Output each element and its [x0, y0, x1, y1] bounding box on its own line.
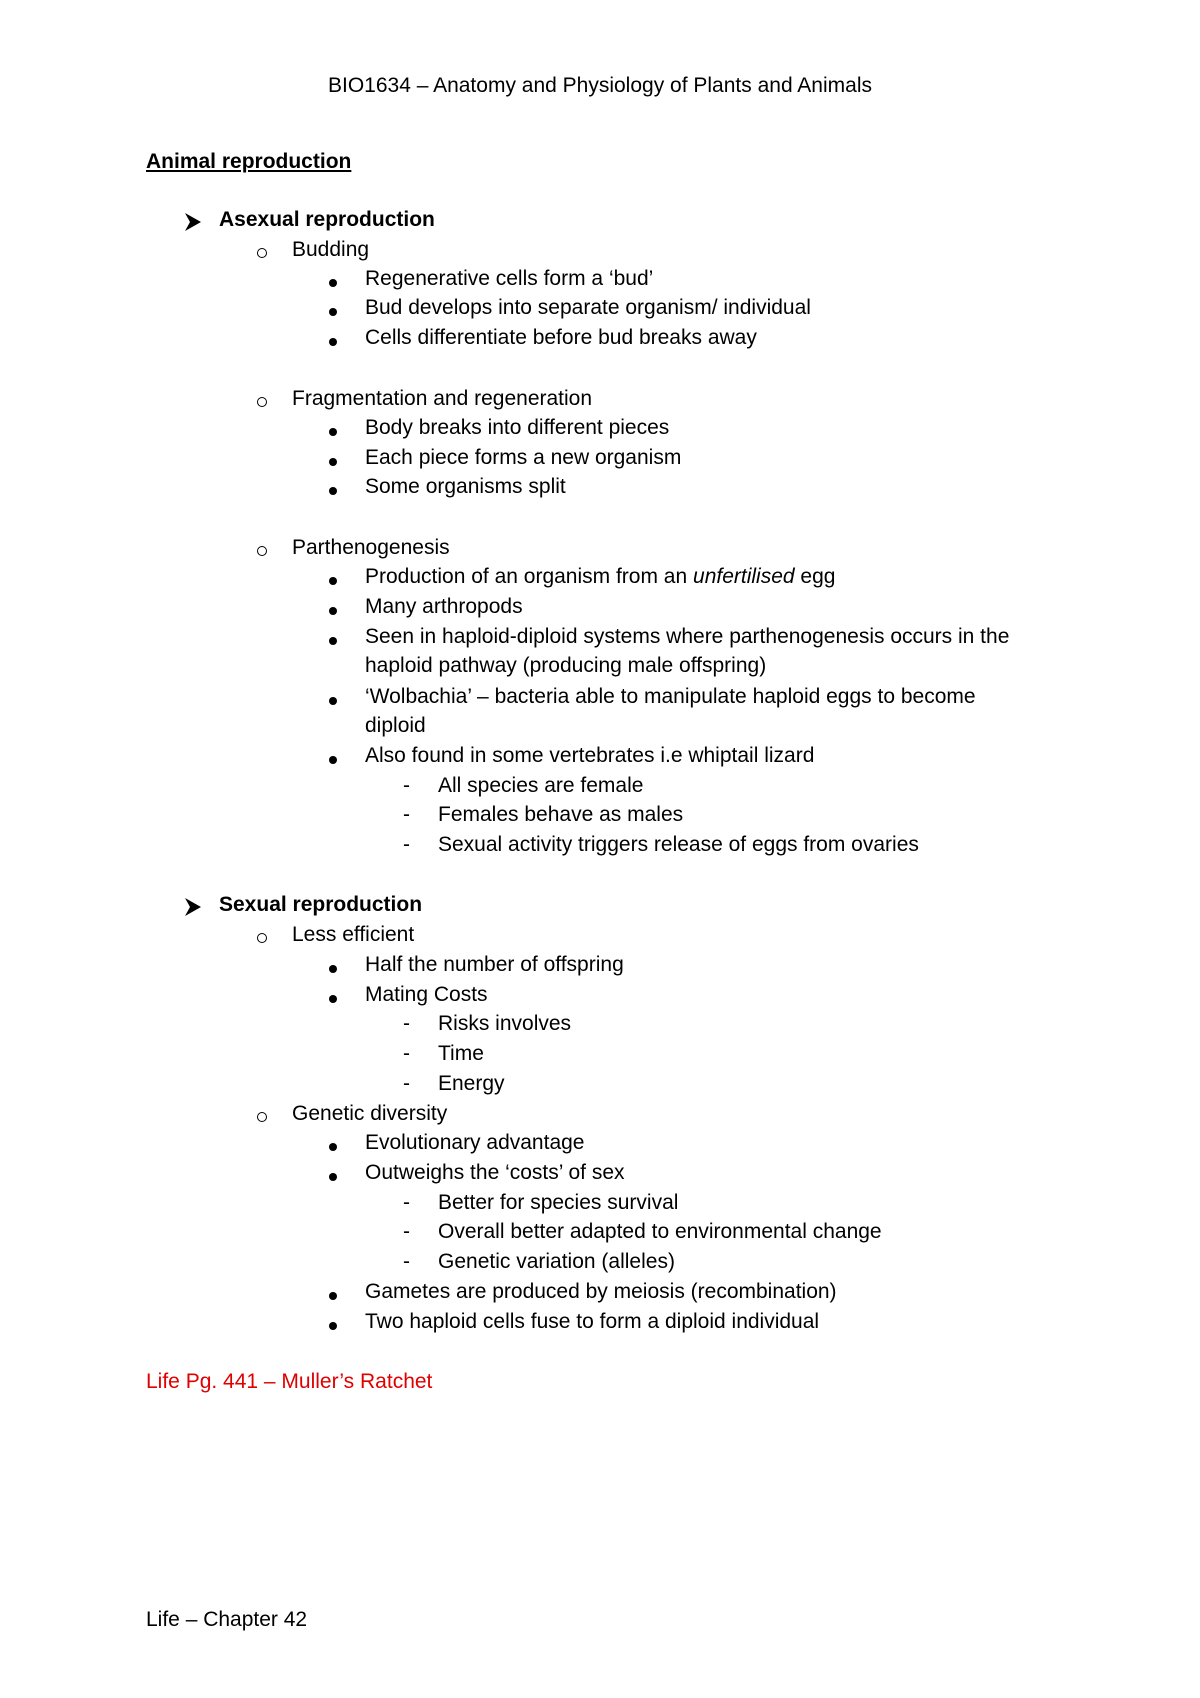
- dot-bullet-icon: [329, 626, 337, 652]
- dot-bullet-icon: [329, 1162, 337, 1188]
- list-item-continuation: diploid: [365, 714, 426, 737]
- list-item: Seen in haploid-diploid systems where parthenogenesis occurs in the: [365, 625, 1010, 648]
- list-item: Evolutionary advantage: [365, 1131, 585, 1154]
- list-item: Two haploid cells fuse to form a diploid individual: [365, 1310, 820, 1333]
- dash-bullet-icon: -: [403, 833, 410, 856]
- sub-list-item: Females behave as males: [438, 803, 684, 826]
- sexual-heading: Sexual reproduction: [219, 893, 423, 916]
- section-title: Animal reproduction: [146, 150, 352, 173]
- circle-bullet-icon: [257, 537, 267, 563]
- list-item: Each piece forms a new organism: [365, 446, 682, 469]
- list-item: Regenerative cells form a ‘bud’: [365, 267, 654, 290]
- dash-bullet-icon: -: [403, 1250, 410, 1273]
- dot-bullet-icon: [329, 984, 337, 1010]
- page-header: BIO1634 – Anatomy and Physiology of Plants and Animals: [327, 74, 872, 97]
- list-item: Half the number of offspring: [365, 953, 624, 976]
- list-item: Many arthropods: [365, 595, 523, 618]
- item-text: egg: [794, 565, 836, 588]
- dot-bullet-icon: [329, 596, 337, 622]
- dot-bullet-icon: [329, 447, 337, 473]
- dot-bullet-icon: [329, 954, 337, 980]
- dot-bullet-icon: [329, 417, 337, 443]
- sub-list-item: Better for species survival: [438, 1191, 679, 1214]
- list-item: Mating Costs: [365, 983, 488, 1006]
- sub-list-item: Overall better adapted to environmental change: [438, 1220, 882, 1243]
- arrow-bullet-icon: [184, 897, 202, 917]
- genetic-diversity-label: Genetic diversity: [292, 1102, 448, 1125]
- dot-bullet-icon: [329, 268, 337, 294]
- parthenogenesis-label: Parthenogenesis: [292, 536, 450, 559]
- circle-bullet-icon: [257, 388, 267, 414]
- item-emphasis: unfertilised: [693, 565, 795, 588]
- dot-bullet-icon: [329, 1281, 337, 1307]
- list-item: [365, 564, 835, 590]
- arrow-bullet-icon: [184, 212, 202, 232]
- budding-label: Budding: [292, 238, 370, 261]
- list-item: Gametes are produced by meiosis (recombination): [365, 1280, 837, 1303]
- dot-bullet-icon: [329, 1311, 337, 1337]
- list-item: Bud develops into separate organism/ individual: [365, 296, 811, 319]
- dash-bullet-icon: -: [403, 1220, 410, 1243]
- dot-bullet-icon: [329, 686, 337, 712]
- dot-bullet-icon: [329, 566, 337, 592]
- item-text: Production of an organism from an: [365, 565, 694, 588]
- sub-list-item: All species are female: [438, 774, 644, 797]
- list-item: Outweighs the ‘costs’ of sex: [365, 1161, 625, 1184]
- list-item: ‘Wolbachia’ – bacteria able to manipulate haploid eggs to become: [365, 685, 976, 708]
- less-efficient-label: Less efficient: [292, 923, 415, 946]
- sub-list-item: Risks involves: [438, 1012, 572, 1035]
- dash-bullet-icon: -: [403, 1191, 410, 1214]
- list-item: Cells differentiate before bud breaks away: [365, 326, 757, 349]
- reference-note: Life Pg. 441 – Muller’s Ratchet: [146, 1370, 433, 1393]
- dash-bullet-icon: -: [403, 774, 410, 797]
- dash-bullet-icon: -: [403, 1042, 410, 1065]
- dash-bullet-icon: -: [403, 1012, 410, 1035]
- circle-bullet-icon: [257, 924, 267, 950]
- list-item-continuation: haploid pathway (producing male offspring): [365, 654, 767, 677]
- asexual-heading: Asexual reproduction: [219, 208, 435, 231]
- list-item: Body breaks into different pieces: [365, 416, 670, 439]
- sub-list-item: Energy: [438, 1072, 505, 1095]
- circle-bullet-icon: [257, 1103, 267, 1129]
- sub-list-item: Genetic variation (alleles): [438, 1250, 675, 1273]
- circle-bullet-icon: [257, 239, 267, 265]
- dot-bullet-icon: [329, 745, 337, 771]
- sub-list-item: Time: [438, 1042, 484, 1065]
- list-item: Some organisms split: [365, 475, 566, 498]
- sub-list-item: Sexual activity triggers release of eggs from ovaries: [438, 833, 919, 856]
- fragmentation-label: Fragmentation and regeneration: [292, 387, 593, 410]
- dash-bullet-icon: -: [403, 1072, 410, 1095]
- dot-bullet-icon: [329, 1132, 337, 1158]
- dot-bullet-icon: [329, 476, 337, 502]
- page-footer: Life – Chapter 42: [146, 1608, 308, 1631]
- dot-bullet-icon: [329, 297, 337, 323]
- dot-bullet-icon: [329, 327, 337, 353]
- list-item: Also found in some vertebrates i.e whiptail lizard: [365, 744, 815, 767]
- dash-bullet-icon: -: [403, 803, 410, 826]
